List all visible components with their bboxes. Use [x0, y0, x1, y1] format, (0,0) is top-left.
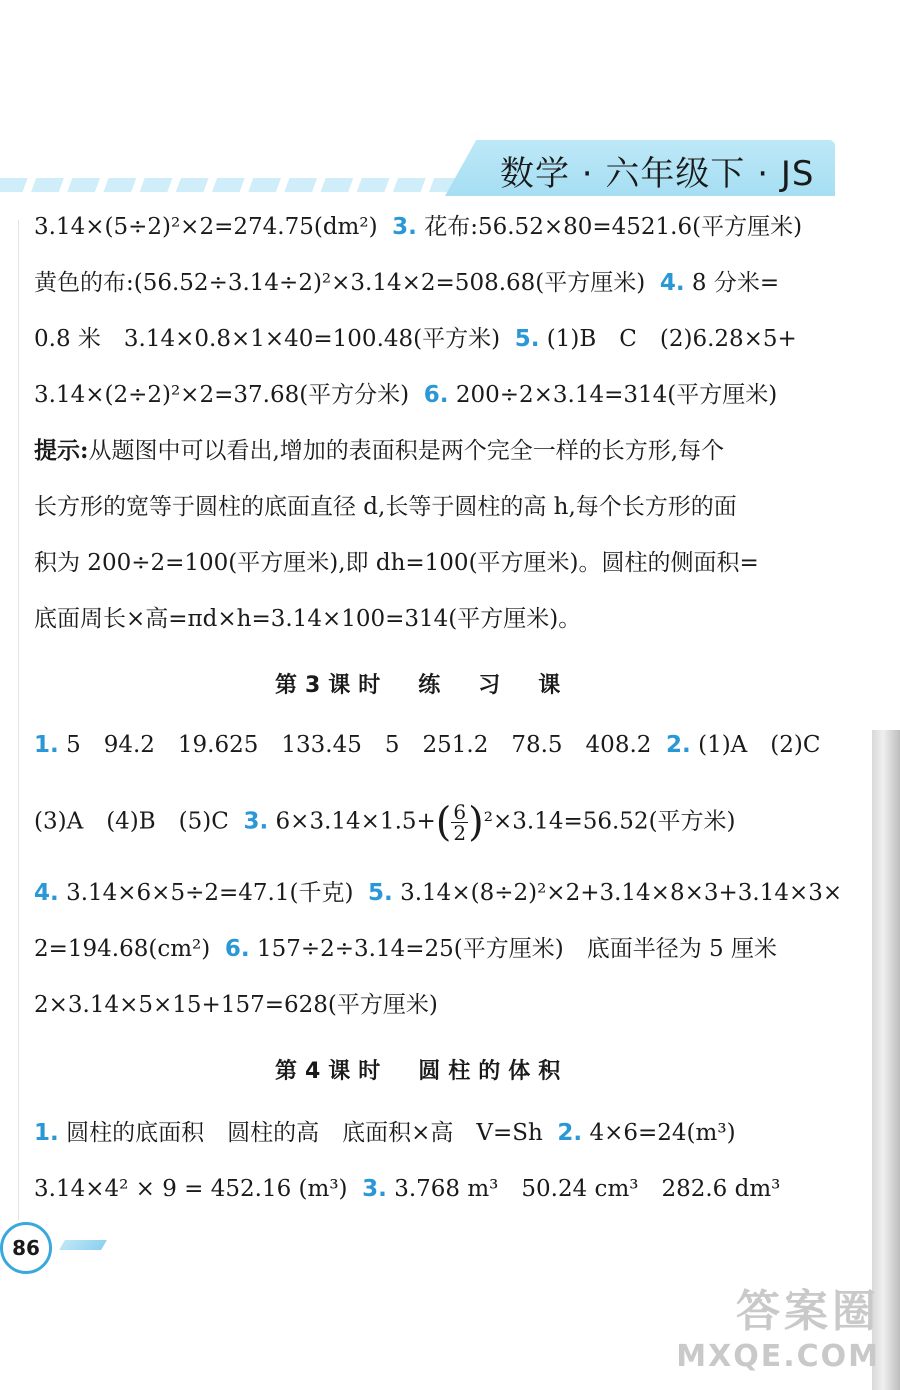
answer-line — [34, 380, 777, 410]
answer-text: 3.14×(8÷2)²×2+3.14×8×3+3.14×3× — [400, 880, 843, 906]
header-stripe — [0, 178, 470, 192]
answer-line — [34, 1118, 736, 1148]
answer-text: (1)B C (2)6.28×5+ — [546, 326, 797, 352]
answer-text: 3.14×(5÷2)²×2=274.75(dm²) — [34, 214, 378, 240]
answer-text: 0.8 米 3.14×0.8×1×40=100.48(平方米) — [34, 326, 501, 352]
hint-line — [34, 436, 724, 466]
fraction-numerator: 6 — [453, 800, 467, 824]
question-number: 3. — [392, 214, 417, 240]
left-paren: ( — [435, 799, 452, 846]
question-number: 6. — [423, 382, 449, 408]
answer-line — [34, 799, 736, 846]
question-number: 1. — [34, 1120, 59, 1146]
answer-text: 3.14×4² × 9 = 452.16 (m³) — [34, 1176, 348, 1202]
answer-text: (1)A (2)C — [698, 732, 821, 758]
margin-line — [18, 220, 19, 1220]
question-number: 3. — [362, 1176, 387, 1202]
answer-text: 200÷2×3.14=314(平方厘米) — [455, 382, 778, 408]
hint-line: 底面周长×高=πd×h=3.14×100=314(平方厘米)。 — [34, 606, 582, 632]
question-number: 2. — [666, 732, 691, 758]
hint-line: 长方形的宽等于圆柱的底面直径 d,长等于圆柱的高 h,每个长方形的面 — [34, 494, 737, 520]
answer-text: 3.14×6×5÷2=47.1(千克) — [66, 880, 354, 906]
hint-line: 积为 200÷2=100(平方厘米),即 dh=100(平方厘米)。圆柱的侧面积= — [34, 550, 759, 576]
page-number — [0, 1222, 52, 1274]
answer-text: ²×3.14=56.52(平方米) — [483, 808, 736, 835]
fraction — [451, 802, 468, 843]
question-number: 4. — [34, 880, 59, 906]
question-number: 5. — [368, 880, 393, 906]
answer-line — [34, 934, 777, 964]
question-number: 3. — [243, 808, 269, 835]
answer-text: (3)A (4)B (5)C — [34, 808, 229, 835]
right-paren: ) — [468, 799, 484, 846]
watermark — [676, 1275, 880, 1374]
section-title: 第3课时 练 习 课 — [275, 673, 569, 698]
question-number: 2. — [557, 1120, 583, 1146]
answer-text: 圆柱的底面积 圆柱的高 底面积×高 V=Sh — [66, 1120, 543, 1146]
answer-text: 8 分米= — [691, 270, 780, 296]
watermark-en: MXQE.COM — [676, 1339, 880, 1374]
answer-text: 3.768 m³ 50.24 cm³ 282.6 dm³ — [394, 1176, 781, 1202]
question-number: 6. — [224, 936, 250, 962]
answer-line — [34, 268, 779, 298]
answer-line — [34, 324, 797, 354]
fraction-denominator: 2 — [453, 821, 467, 845]
question-number: 1. — [34, 732, 59, 758]
page-number-stripe — [59, 1240, 107, 1250]
answer-line — [34, 212, 802, 242]
answer-text: 157÷2÷3.14=25(平方厘米) 底面半径为 5 厘米 — [256, 936, 777, 962]
answer-line — [34, 878, 842, 908]
question-number: 4. — [659, 270, 685, 296]
answer-text: 2=194.68(cm²) — [34, 936, 211, 962]
hint-text: 从题图中可以看出,增加的表面积是两个完全一样的长方形,每个 — [88, 438, 725, 464]
question-number: 5. — [514, 326, 540, 352]
answer-text: 花布:56.52×80=4521.6(平方厘米) — [424, 214, 803, 240]
section-title: 第4课时 圆柱的体积 — [275, 1059, 569, 1084]
hint-label: 提示: — [34, 437, 89, 464]
page-number-text: 86 — [12, 1236, 40, 1260]
watermark-cn: 答案圈 — [736, 1286, 880, 1337]
answer-text: 6×3.14×1.5+ — [275, 808, 436, 835]
book-title: 数学 · 六年级下 · JS — [500, 154, 815, 194]
answer-line: 2×3.14×5×15+157=628(平方厘米) — [34, 992, 438, 1018]
answer-line — [34, 1174, 780, 1204]
answer-line — [34, 730, 820, 760]
answer-text: 3.14×(2÷2)²×2=37.68(平方分米) — [34, 382, 410, 408]
answer-text: 5 94.2 19.625 133.45 5 251.2 78.5 408.2 — [66, 732, 652, 758]
answer-text: 4×6=24(m³) — [589, 1120, 736, 1146]
answer-text: 黄色的布:(56.52÷3.14÷2)²×3.14×2=508.68(平方厘米) — [34, 270, 646, 296]
